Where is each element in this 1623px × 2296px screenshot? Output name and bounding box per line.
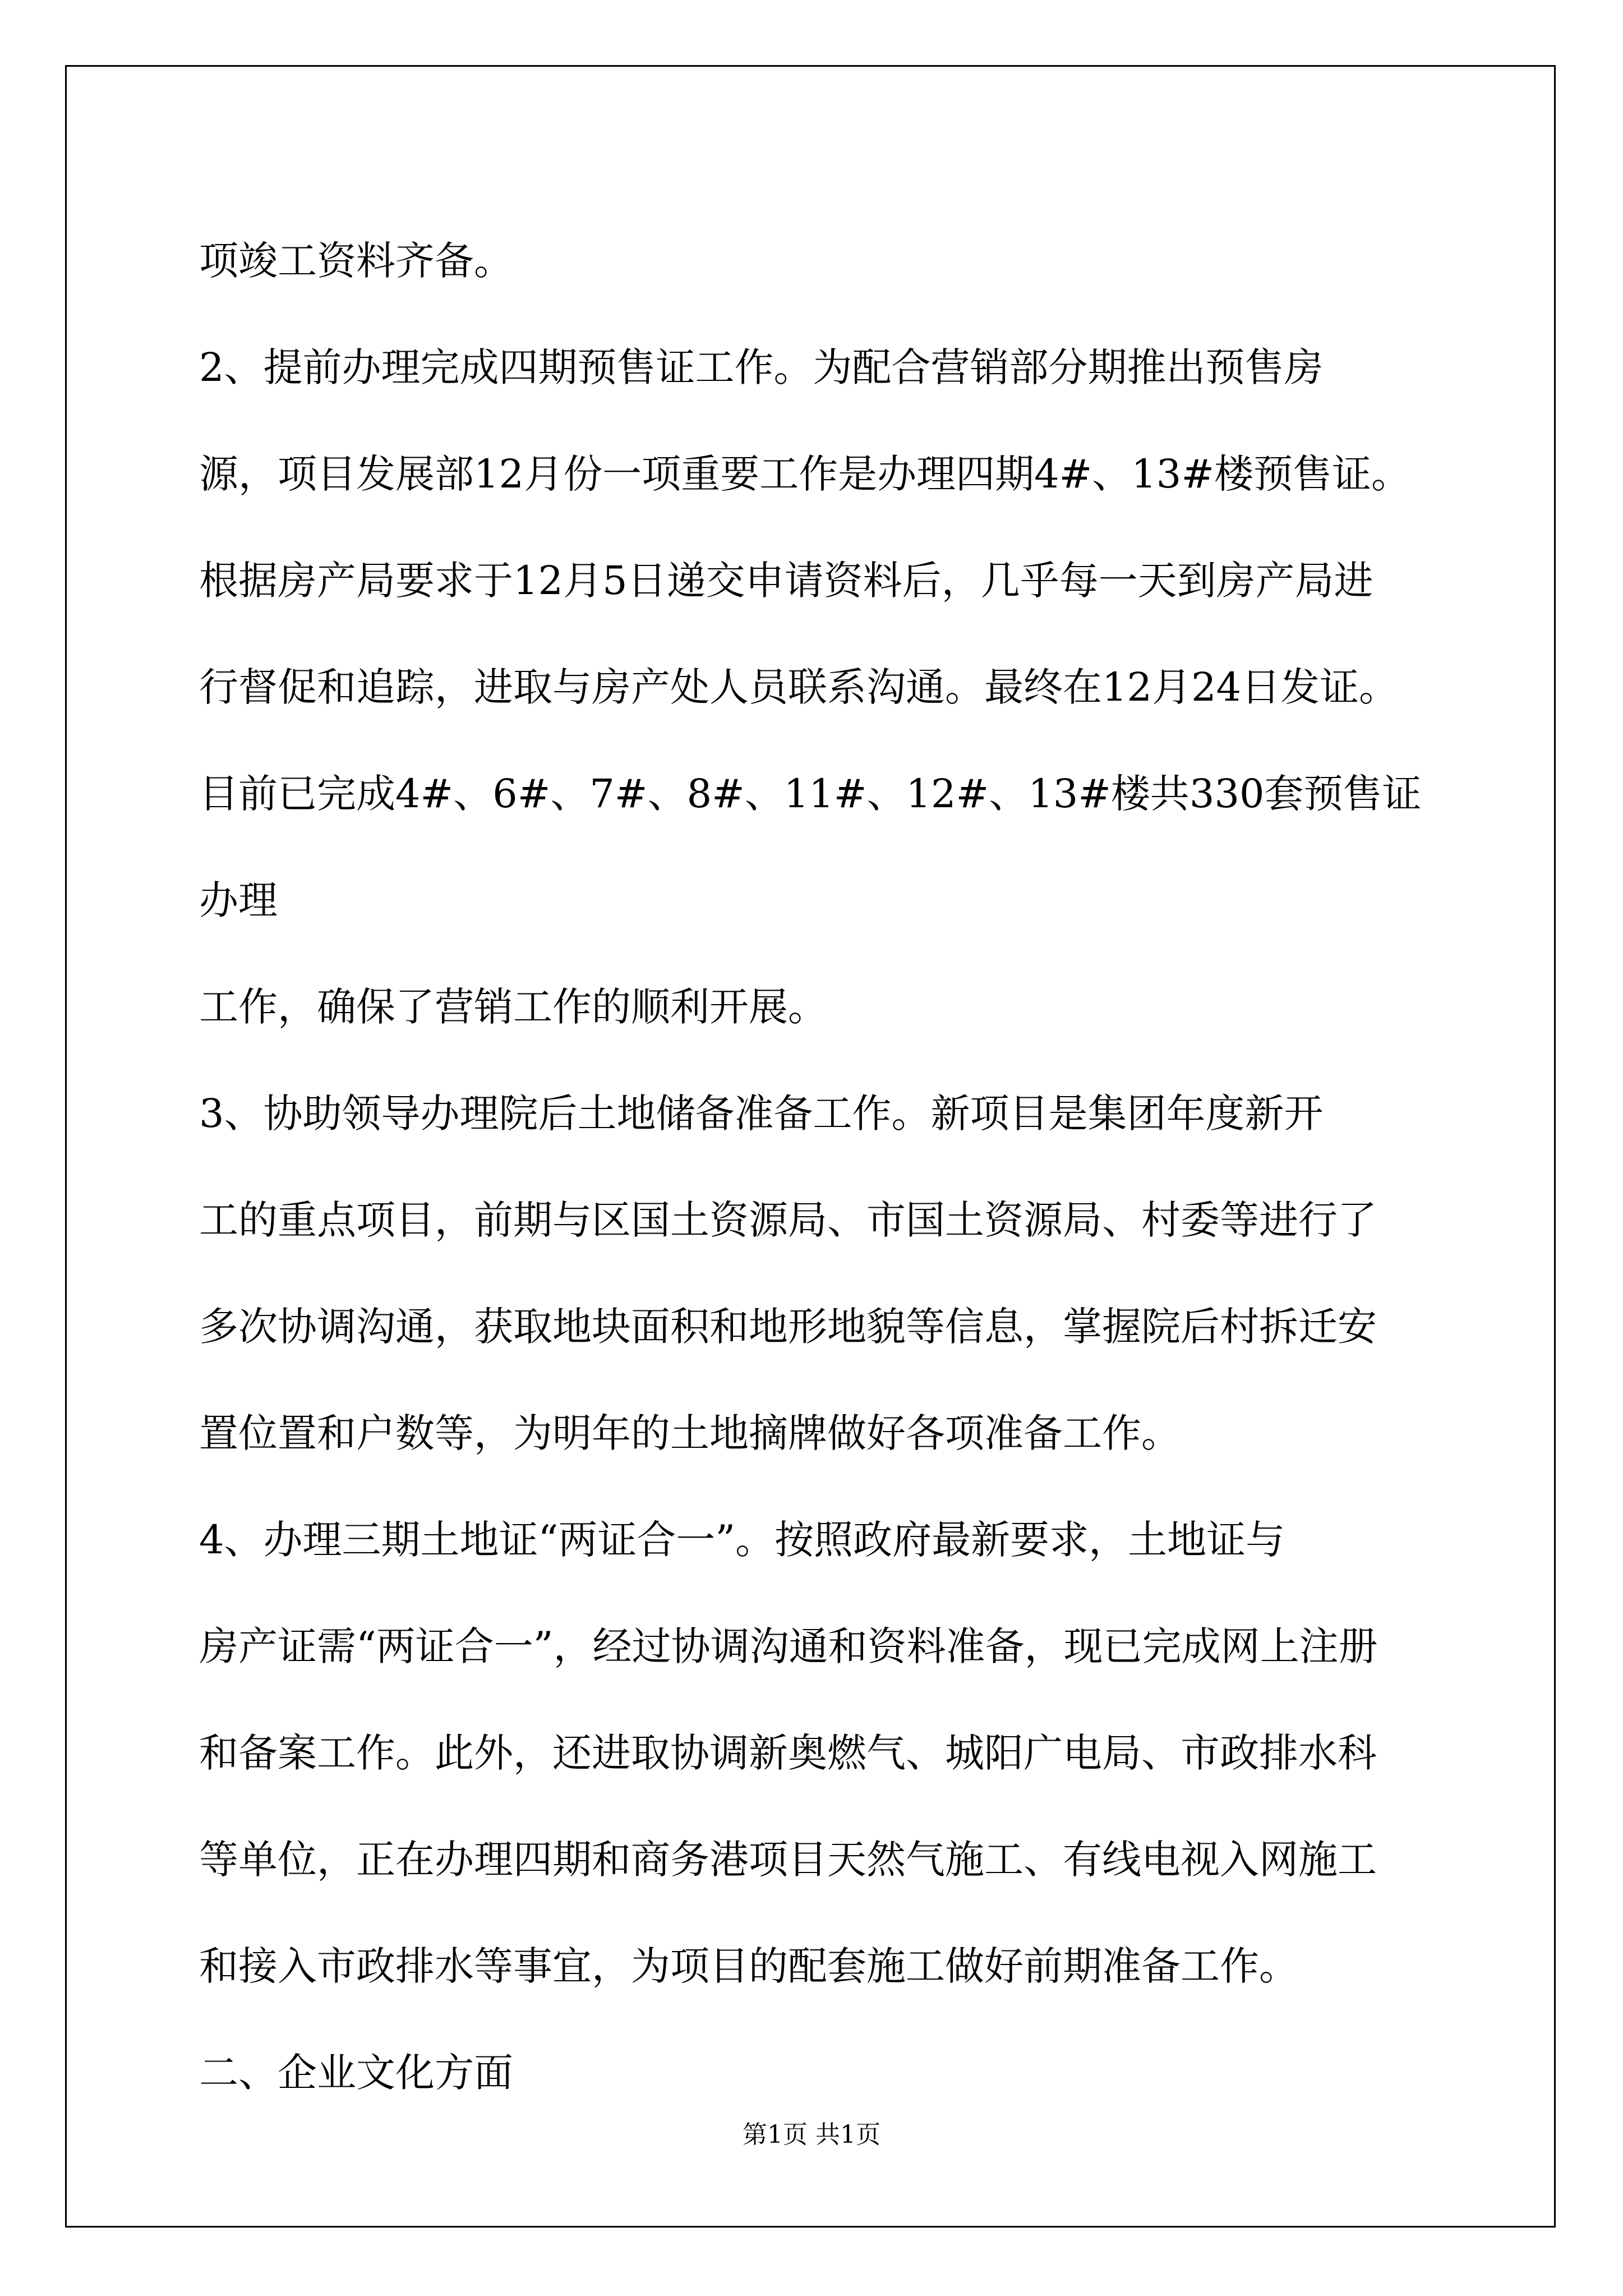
section-heading: 二、企业文化方面 [199, 2050, 513, 2096]
paragraph: 2、提前办理完成四期预售证工作。为配合营销部分期推出预售房 源，项目发展部12月份一项重要工作是办理四期4#、13#楼预售证。 根据房产局要求于12月5日递交申请资料后，几乎每一天到房产局进 行督促和追踪，进取与房产处人员联系沟通。最终在12月24日发证。 目前已完成4#、6#、7#、8#、11#、12#、13#楼共330套预售证办理 工作，确保了营销工作的顺利开展。 [199, 344, 1422, 1030]
page-number-footer: 第1页 共1页 [743, 2120, 880, 2149]
paragraph: 项竣工资料齐备。 [199, 238, 513, 284]
paragraph: 4、办理三期土地证“两证合一”。按照政府最新要求，土地证与 房产证需“两证合一”，经过协调沟通和资料准备，现已完成网上注册 和备案工作。此外，还进取协调新奥燃气、城阳广电局、市政排水科 等单位，正在办理四期和商务港项目天然气施工、有线电视入网施工 和接入市政排水等事宜，为项目的配套施工做好前期准备工作。 [199, 1517, 1378, 1989]
document-body [199, 208, 1433, 2126]
paragraph: 3、协助领导办理院后土地储备准备工作。新项目是集团年度新开 工的重点项目，前期与区国土资源局、市国土资源局、村委等进行了 多次协调沟通，获取地块面积和地形地貌等信息，掌握院后村拆迁安 置位置和户数等，为明年的土地摘牌做好各项准备工作。 [199, 1091, 1377, 1456]
